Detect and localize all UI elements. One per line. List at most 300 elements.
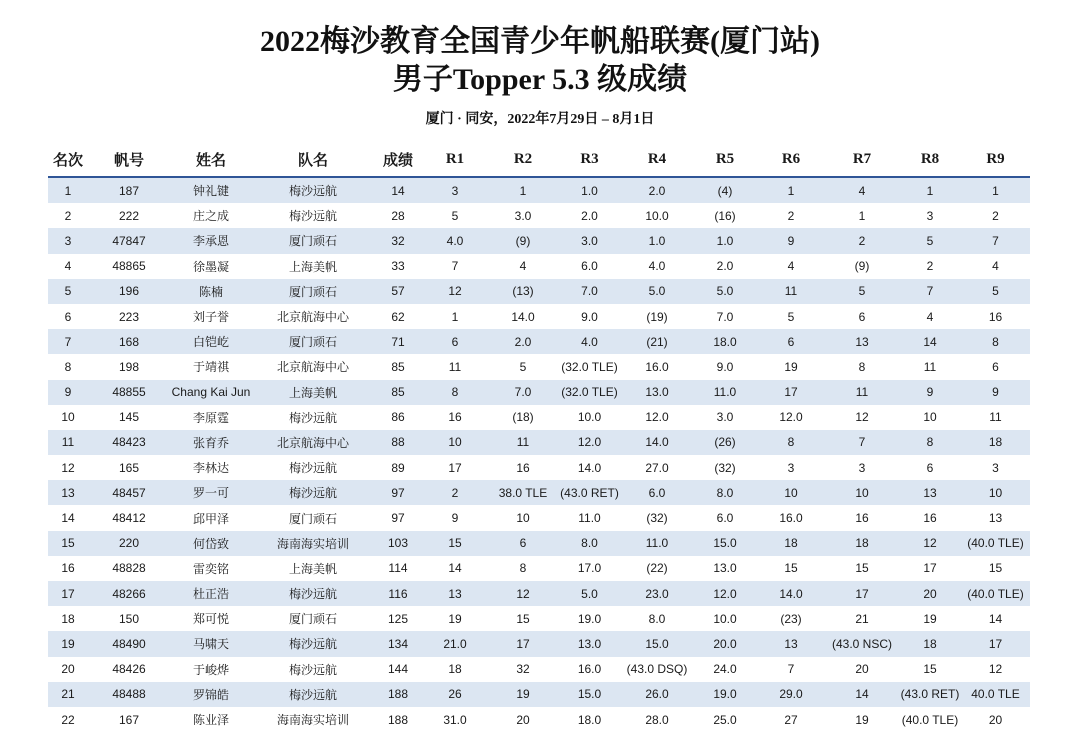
- venue-date-line: 厦门 · 同安，2022年7月29日 – 8月1日: [425, 112, 655, 127]
- table-cell: 85: [374, 380, 422, 405]
- table-cell: 20: [825, 657, 899, 682]
- table-cell: 12.0: [621, 405, 693, 430]
- table-cell: 88: [374, 430, 422, 455]
- table-cell: 47847: [88, 228, 170, 253]
- table-cell: 14: [374, 177, 422, 203]
- table-cell: 19: [825, 707, 899, 732]
- table-cell: 7: [825, 430, 899, 455]
- table-cell: 188: [374, 707, 422, 732]
- column-header: R1: [422, 142, 488, 177]
- table-cell: 62: [374, 304, 422, 329]
- table-cell: 梅沙远航: [252, 480, 374, 505]
- table-cell: 29.0: [757, 682, 825, 707]
- table-cell: 86: [374, 405, 422, 430]
- table-row: [48, 228, 1030, 253]
- table-cell: 徐墨凝: [170, 254, 252, 279]
- table-cell: 11: [48, 430, 88, 455]
- results-table: [48, 142, 1030, 732]
- table-cell: 89: [374, 455, 422, 480]
- table-row: [48, 254, 1030, 279]
- column-header: R3: [558, 142, 621, 177]
- table-cell: 邱甲泽: [170, 505, 252, 530]
- table-row: [48, 682, 1030, 707]
- table-cell: 97: [374, 505, 422, 530]
- table-cell: 11: [899, 354, 961, 379]
- table-cell: 11: [488, 430, 558, 455]
- table-cell: 23.0: [621, 581, 693, 606]
- table-row: [48, 329, 1030, 354]
- table-cell: 刘子誉: [170, 304, 252, 329]
- table-cell: 8: [961, 329, 1030, 354]
- table-cell: 16: [422, 405, 488, 430]
- table-cell: 20: [48, 657, 88, 682]
- table-cell: 马啸天: [170, 631, 252, 656]
- table-cell: 16.0: [558, 657, 621, 682]
- table-cell: (22): [621, 556, 693, 581]
- table-cell: 144: [374, 657, 422, 682]
- table-cell: 梅沙远航: [252, 631, 374, 656]
- table-cell: 李原霆: [170, 405, 252, 430]
- column-header: 姓名: [170, 142, 252, 177]
- table-cell: 6: [488, 531, 558, 556]
- table-cell: 6: [825, 304, 899, 329]
- table-cell: 梅沙远航: [252, 203, 374, 228]
- table-cell: 11.0: [693, 380, 757, 405]
- table-cell: 4: [48, 254, 88, 279]
- table-cell: 6: [899, 455, 961, 480]
- table-cell: 厦门顽石: [252, 279, 374, 304]
- table-cell: 19: [48, 631, 88, 656]
- table-cell: 26.0: [621, 682, 693, 707]
- table-cell: 8.0: [558, 531, 621, 556]
- table-cell: 李承恩: [170, 228, 252, 253]
- table-cell: (32): [693, 455, 757, 480]
- table-cell: 罗锦皓: [170, 682, 252, 707]
- table-cell: 20.0: [693, 631, 757, 656]
- table-cell: 1: [422, 304, 488, 329]
- table-cell: 上海美帆: [252, 254, 374, 279]
- table-row: [48, 304, 1030, 329]
- table-cell: 21.0: [422, 631, 488, 656]
- table-cell: 北京航海中心: [252, 304, 374, 329]
- table-cell: 6.0: [693, 505, 757, 530]
- column-header: 帆号: [88, 142, 170, 177]
- table-cell: 150: [88, 606, 170, 631]
- table-cell: 15.0: [693, 531, 757, 556]
- table-cell: 梅沙远航: [252, 455, 374, 480]
- table-cell: 17: [825, 581, 899, 606]
- table-cell: 12.0: [558, 430, 621, 455]
- table-cell: 8.0: [621, 606, 693, 631]
- table-cell: 21: [48, 682, 88, 707]
- table-cell: 何岱致: [170, 531, 252, 556]
- table-cell: 32: [488, 657, 558, 682]
- table-cell: 16: [48, 556, 88, 581]
- table-cell: 1: [757, 177, 825, 203]
- table-cell: 168: [88, 329, 170, 354]
- table-cell: 钟礼键: [170, 177, 252, 203]
- table-cell: 5: [422, 203, 488, 228]
- table-cell: 上海美帆: [252, 556, 374, 581]
- table-body: [48, 177, 1030, 732]
- table-cell: 2: [899, 254, 961, 279]
- table-cell: 8: [488, 556, 558, 581]
- table-cell: 48412: [88, 505, 170, 530]
- table-cell: 9.0: [558, 304, 621, 329]
- table-cell: 厦门顽石: [252, 606, 374, 631]
- table-cell: 71: [374, 329, 422, 354]
- table-cell: 9.0: [693, 354, 757, 379]
- table-cell: 2: [757, 203, 825, 228]
- table-cell: 海南海实培训: [252, 707, 374, 732]
- table-cell: 陈业泽: [170, 707, 252, 732]
- table-cell: 14.0: [621, 430, 693, 455]
- table-cell: 5: [488, 354, 558, 379]
- table-cell: 12.0: [757, 405, 825, 430]
- table-cell: 15: [825, 556, 899, 581]
- table-row: [48, 657, 1030, 682]
- table-cell: (4): [693, 177, 757, 203]
- column-header: R7: [825, 142, 899, 177]
- table-cell: 6: [422, 329, 488, 354]
- page-title: 2022梅沙教育全国青少年帆船联赛(厦门站): [260, 25, 820, 58]
- table-cell: 北京航海中心: [252, 430, 374, 455]
- table-cell: 15: [422, 531, 488, 556]
- table-cell: 1: [961, 177, 1030, 203]
- table-cell: 16.0: [757, 505, 825, 530]
- table-cell: 2.0: [693, 254, 757, 279]
- table-cell: 17: [757, 380, 825, 405]
- table-cell: 4: [825, 177, 899, 203]
- table-cell: 罗一可: [170, 480, 252, 505]
- table-cell: 116: [374, 581, 422, 606]
- table-cell: 18.0: [558, 707, 621, 732]
- table-cell: 梅沙远航: [252, 682, 374, 707]
- table-row: [48, 455, 1030, 480]
- table-row: [48, 480, 1030, 505]
- table-cell: 6.0: [621, 480, 693, 505]
- table-cell: (21): [621, 329, 693, 354]
- table-cell: 16: [899, 505, 961, 530]
- table-cell: 19.0: [558, 606, 621, 631]
- table-cell: 48490: [88, 631, 170, 656]
- table-cell: (32.0 TLE): [558, 354, 621, 379]
- table-cell: 6.0: [558, 254, 621, 279]
- table-cell: 12: [488, 581, 558, 606]
- table-cell: 15: [899, 657, 961, 682]
- table-cell: (43.0 RET): [899, 682, 961, 707]
- table-cell: 15: [488, 606, 558, 631]
- table-cell: (13): [488, 279, 558, 304]
- table-cell: 9: [899, 380, 961, 405]
- table-cell: 17: [422, 455, 488, 480]
- table-cell: 13.0: [693, 556, 757, 581]
- table-cell: 4: [488, 254, 558, 279]
- table-cell: (32): [621, 505, 693, 530]
- table-cell: 223: [88, 304, 170, 329]
- table-cell: 11: [825, 380, 899, 405]
- table-cell: 48266: [88, 581, 170, 606]
- table-cell: 2.0: [621, 177, 693, 203]
- table-cell: 18: [422, 657, 488, 682]
- column-header: 名次: [48, 142, 88, 177]
- table-cell: 10: [488, 505, 558, 530]
- table-cell: 33: [374, 254, 422, 279]
- table-cell: 97: [374, 480, 422, 505]
- table-cell: 17: [48, 581, 88, 606]
- table-cell: 15: [48, 531, 88, 556]
- table-cell: 11: [757, 279, 825, 304]
- column-header: R5: [693, 142, 757, 177]
- table-cell: 12: [422, 279, 488, 304]
- table-row: [48, 354, 1030, 379]
- table-cell: 4.0: [422, 228, 488, 253]
- table-cell: 125: [374, 606, 422, 631]
- table-cell: 3.0: [558, 228, 621, 253]
- table-cell: 6: [48, 304, 88, 329]
- table-cell: 19: [422, 606, 488, 631]
- column-header: R9: [961, 142, 1030, 177]
- column-header: R8: [899, 142, 961, 177]
- table-cell: 18: [757, 531, 825, 556]
- table-cell: 14: [825, 682, 899, 707]
- table-row: [48, 631, 1030, 656]
- table-cell: (19): [621, 304, 693, 329]
- table-cell: 1: [48, 177, 88, 203]
- table-row: [48, 203, 1030, 228]
- table-row: [48, 606, 1030, 631]
- table-row: [48, 581, 1030, 606]
- table-cell: 1.0: [621, 228, 693, 253]
- table-cell: 8: [825, 354, 899, 379]
- table-row: [48, 505, 1030, 530]
- column-header: R2: [488, 142, 558, 177]
- table-cell: 19: [757, 354, 825, 379]
- table-cell: 3: [757, 455, 825, 480]
- table-cell: 梅沙远航: [252, 657, 374, 682]
- table-cell: 48828: [88, 556, 170, 581]
- table-cell: 13: [961, 505, 1030, 530]
- table-cell: 9: [757, 228, 825, 253]
- column-header: R4: [621, 142, 693, 177]
- table-cell: 13: [825, 329, 899, 354]
- table-cell: 10.0: [558, 405, 621, 430]
- table-cell: (43.0 NSC): [825, 631, 899, 656]
- table-cell: 15: [961, 556, 1030, 581]
- table-cell: 13.0: [621, 380, 693, 405]
- table-cell: (40.0 TLE): [961, 531, 1030, 556]
- table-cell: 8: [422, 380, 488, 405]
- table-row: [48, 430, 1030, 455]
- table-cell: 5: [48, 279, 88, 304]
- table-cell: 5: [825, 279, 899, 304]
- table-cell: 188: [374, 682, 422, 707]
- table-cell: 14.0: [488, 304, 558, 329]
- table-cell: 19: [899, 606, 961, 631]
- table-cell: 厦门顽石: [252, 228, 374, 253]
- table-cell: 17: [488, 631, 558, 656]
- table-cell: 3: [48, 228, 88, 253]
- table-cell: 11: [961, 405, 1030, 430]
- table-cell: 12: [961, 657, 1030, 682]
- table-cell: 13: [899, 480, 961, 505]
- table-cell: 222: [88, 203, 170, 228]
- table-cell: 2: [825, 228, 899, 253]
- table-cell: 9: [961, 380, 1030, 405]
- table-cell: 2.0: [558, 203, 621, 228]
- table-cell: 48855: [88, 380, 170, 405]
- column-header: 成绩: [374, 142, 422, 177]
- table-cell: (18): [488, 405, 558, 430]
- table-cell: 北京航海中心: [252, 354, 374, 379]
- table-cell: 48457: [88, 480, 170, 505]
- table-cell: 4.0: [558, 329, 621, 354]
- table-cell: 20: [488, 707, 558, 732]
- table-cell: 13.0: [558, 631, 621, 656]
- table-cell: 13: [757, 631, 825, 656]
- table-cell: 7: [757, 657, 825, 682]
- table-cell: 220: [88, 531, 170, 556]
- table-cell: 134: [374, 631, 422, 656]
- table-cell: 15.0: [558, 682, 621, 707]
- table-cell: (16): [693, 203, 757, 228]
- table-cell: 15: [757, 556, 825, 581]
- table-cell: 雷奕铭: [170, 556, 252, 581]
- table-cell: 10.0: [693, 606, 757, 631]
- table-cell: 杜正浩: [170, 581, 252, 606]
- table-cell: 2: [961, 203, 1030, 228]
- table-cell: 10: [899, 405, 961, 430]
- table-cell: 郑可悦: [170, 606, 252, 631]
- table-cell: 4: [757, 254, 825, 279]
- table-cell: 10: [48, 405, 88, 430]
- table-cell: 14: [961, 606, 1030, 631]
- table-cell: 187: [88, 177, 170, 203]
- table-cell: 165: [88, 455, 170, 480]
- table-cell: 48488: [88, 682, 170, 707]
- table-cell: 2: [422, 480, 488, 505]
- table-cell: (43.0 DSQ): [621, 657, 693, 682]
- table-cell: 12: [899, 531, 961, 556]
- table-cell: 7: [48, 329, 88, 354]
- table-cell: 38.0 TLE: [488, 480, 558, 505]
- table-cell: 32: [374, 228, 422, 253]
- table-cell: 14.0: [757, 581, 825, 606]
- table-cell: 28.0: [621, 707, 693, 732]
- table-cell: 13: [422, 581, 488, 606]
- table-cell: 48426: [88, 657, 170, 682]
- table-cell: 114: [374, 556, 422, 581]
- table-cell: 16.0: [621, 354, 693, 379]
- table-cell: 7.0: [488, 380, 558, 405]
- table-cell: 4.0: [621, 254, 693, 279]
- table-cell: (9): [488, 228, 558, 253]
- table-cell: 17.0: [558, 556, 621, 581]
- table-cell: 31.0: [422, 707, 488, 732]
- table-cell: 8: [48, 354, 88, 379]
- table-cell: 17: [899, 556, 961, 581]
- table-cell: 5.0: [693, 279, 757, 304]
- table-cell: 11.0: [558, 505, 621, 530]
- table-cell: 6: [757, 329, 825, 354]
- table-cell: (23): [757, 606, 825, 631]
- table-row: [48, 531, 1030, 556]
- table-cell: (40.0 TLE): [899, 707, 961, 732]
- table-cell: 14: [48, 505, 88, 530]
- table-cell: 10: [422, 430, 488, 455]
- table-cell: 17: [961, 631, 1030, 656]
- table-cell: 3.0: [693, 405, 757, 430]
- table-cell: 16: [488, 455, 558, 480]
- table-cell: 于靖祺: [170, 354, 252, 379]
- table-cell: (9): [825, 254, 899, 279]
- table-cell: 16: [961, 304, 1030, 329]
- table-cell: 196: [88, 279, 170, 304]
- table-cell: (40.0 TLE): [961, 581, 1030, 606]
- table-cell: 8: [899, 430, 961, 455]
- table-cell: 85: [374, 354, 422, 379]
- table-cell: 11: [422, 354, 488, 379]
- table-cell: 海南海实培训: [252, 531, 374, 556]
- table-cell: 梅沙远航: [252, 581, 374, 606]
- table-cell: 厦门顽石: [252, 329, 374, 354]
- table-cell: 5: [757, 304, 825, 329]
- table-cell: 103: [374, 531, 422, 556]
- table-cell: 48865: [88, 254, 170, 279]
- table-header-row: [48, 142, 1030, 177]
- page-subtitle: 男子Topper 5.3 级成绩: [392, 63, 688, 96]
- table-cell: (32.0 TLE): [558, 380, 621, 405]
- table-cell: 3: [825, 455, 899, 480]
- table-cell: (26): [693, 430, 757, 455]
- table-cell: 3.0: [488, 203, 558, 228]
- table-cell: 10.0: [621, 203, 693, 228]
- table-cell: 1.0: [693, 228, 757, 253]
- table-cell: 3: [961, 455, 1030, 480]
- table-cell: 5.0: [621, 279, 693, 304]
- table-cell: 7: [961, 228, 1030, 253]
- table-cell: 7: [422, 254, 488, 279]
- table-cell: 2.0: [488, 329, 558, 354]
- table-cell: 18: [961, 430, 1030, 455]
- table-cell: 庄之成: [170, 203, 252, 228]
- table-cell: 27: [757, 707, 825, 732]
- table-cell: 14.0: [558, 455, 621, 480]
- table-cell: 198: [88, 354, 170, 379]
- table-cell: 10: [961, 480, 1030, 505]
- table-cell: 14: [899, 329, 961, 354]
- table-cell: 8.0: [693, 480, 757, 505]
- column-header: 队名: [252, 142, 374, 177]
- table-cell: 李林达: [170, 455, 252, 480]
- table-cell: 145: [88, 405, 170, 430]
- table-cell: 21: [825, 606, 899, 631]
- table-cell: 5.0: [558, 581, 621, 606]
- table-row: [48, 279, 1030, 304]
- table-cell: 13: [48, 480, 88, 505]
- table-cell: 19: [488, 682, 558, 707]
- table-cell: Chang Kai Jun: [170, 380, 252, 405]
- table-cell: 18: [825, 531, 899, 556]
- table-cell: 7.0: [558, 279, 621, 304]
- table-cell: 陈楠: [170, 279, 252, 304]
- table-cell: 10: [825, 480, 899, 505]
- table-cell: 25.0: [693, 707, 757, 732]
- table-cell: 3: [899, 203, 961, 228]
- table-cell: 11.0: [621, 531, 693, 556]
- table-cell: 白铠屹: [170, 329, 252, 354]
- table-cell: 12.0: [693, 581, 757, 606]
